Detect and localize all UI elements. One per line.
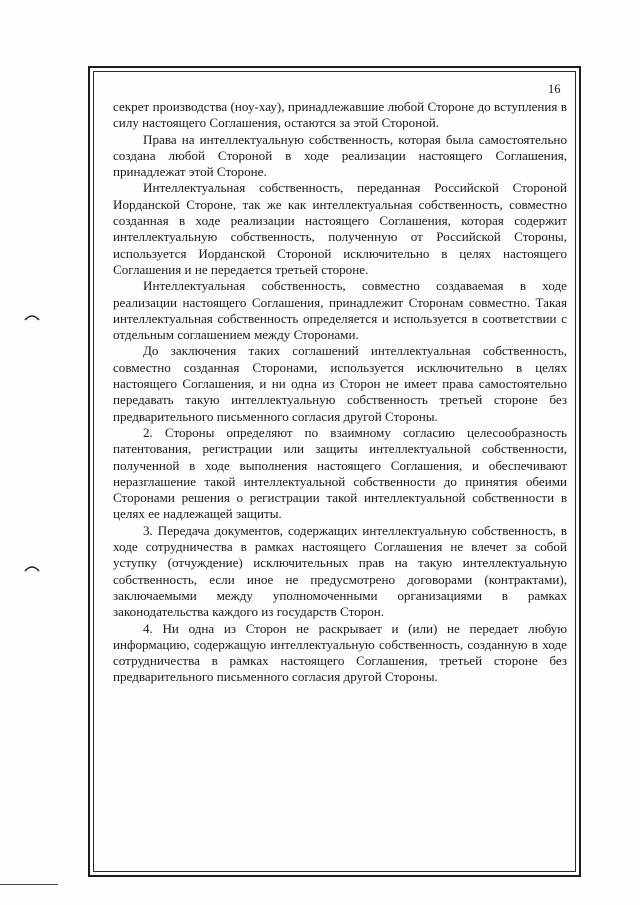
paragraph: Интеллектуальная собственность, совместно создаваемая в ходе реализации настоящего Соглашения, принадлежит Сторонам совместно. Такая интеллектуальная собственность определяется и используется в соответствии с отдельным соглашением между Сторонами. <box>113 278 567 343</box>
paragraph: До заключения таких соглашений интеллектуальная собственность, совместно созданная Сторонами, используется исключительно в целях настоящего Соглашения, и ни одна из Сторон не имеет права самостоятельно передавать такую интеллектуальную собственность третьей стороне без предварительного письменного согласия другой Стороны. <box>113 343 567 424</box>
paragraph: Интеллектуальная собственность, переданная Российской Стороной Иорданской Стороне, так же как интеллектуальная собственность, совместно созданная в ходе реализации настоящего Соглашения, которая содержит интеллектуальную собственность, полученную от Российской Стороны, используется Иорданской Стороной исключительно в целях настоящего Соглашения и не передается третьей стороне. <box>113 180 567 277</box>
binding-hole-mark <box>24 563 40 573</box>
paragraph-continuation: секрет производства (ноу-хау), принадлежавшие любой Стороне до вступления в силу настоящего Соглашения, остаются за этой Стороной. <box>113 99 567 131</box>
page-number: 16 <box>548 82 561 96</box>
binding-hole-mark <box>24 312 40 322</box>
paragraph-item-4: 4. Ни одна из Сторон не раскрывает и (или) не передает любую информацию, содержащую интеллектуальную собственность, созданную в ходе сотрудничества в рамках настоящего Соглашения, третьей стороне без предварительного письменного согласия другой Стороны. <box>113 620 567 685</box>
document-body <box>113 99 567 686</box>
paragraph-item-2: 2. Стороны определяют по взаимному согласию целесообразность патентования, регистрации или защиты интеллектуальной собственности, полученной в ходе выполнения настоящего Соглашения, и обеспечивают неразглашение такой интеллектуальной собственности до принятия обеими Сторонами решения о регистрации такой интеллектуальной собственности в целях ее надлежащей защиты. <box>113 424 567 522</box>
scan-edge-line <box>0 884 58 885</box>
paragraph: Права на интеллектуальную собственность, которая была самостоятельно создана любой Стороной в ходе реализации настоящего Соглашения, принадлежат этой Стороне. <box>113 131 567 180</box>
paragraph-item-3: 3. Передача документов, содержащих интеллектуальную собственность, в ходе сотрудничества в рамках настоящего Соглашения не влечет за собой уступку (отчуждение) исключительных прав на такую интеллектуальную собственность, если иное не предусмотрено договорами (контрактами), заключаемыми между уполномоченными организациями в рамках законодательства каждого из государств Сторон. <box>113 522 567 620</box>
